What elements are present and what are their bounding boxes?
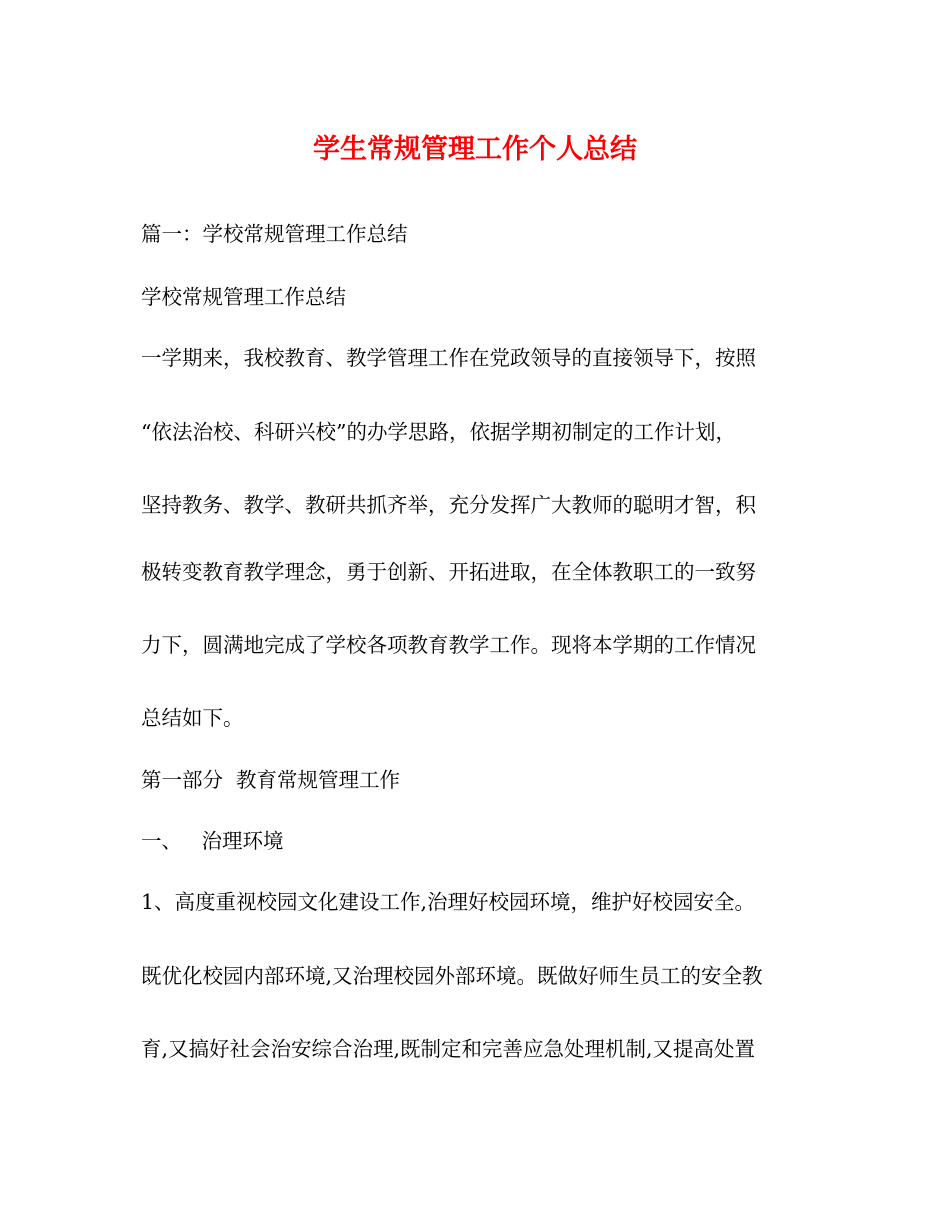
section-heading-education: 第一部分 教育常规管理工作 — [141, 768, 401, 792]
section-heading-part-one: 篇一：学校常规管理工作总结 — [141, 222, 408, 246]
paragraph-line: 总结如下。 — [141, 706, 244, 730]
paragraph-line: 一学期来，我校教育、教学管理工作在党政领导的直接领导下，按照 — [141, 346, 756, 370]
subheading: 学校常规管理工作总结 — [141, 285, 346, 309]
paragraph-line: 1、高度重视校园文化建设工作,治理好校园环境，维护好校园安全。 — [141, 890, 756, 914]
paragraph-line: 育,又搞好社会治安综合治理,既制定和完善应急处理机制,又提高处置 — [141, 1037, 756, 1061]
paragraph-line: 坚持教务、教学、教研共抓齐举，充分发挥广大教师的聪明才智，积 — [141, 493, 756, 517]
document-title: 学生常规管理工作个人总结 — [313, 134, 637, 165]
subsection-heading-environment: 一、 治理环境 — [141, 829, 284, 853]
paragraph-line: 力下，圆满地完成了学校各项教育教学工作。现将本学期的工作情况 — [141, 633, 756, 657]
paragraph-line: 既优化校园内部环境,又治理校园外部环境。既做好师生员工的安全教 — [141, 964, 763, 988]
paragraph-line: “依法治校、科研兴校”的办学思路，依据学期初制定的工作计划， — [141, 420, 736, 444]
paragraph-line: 极转变教育教学理念，勇于创新、开拓进取，在全体教职工的一致努 — [141, 560, 756, 584]
